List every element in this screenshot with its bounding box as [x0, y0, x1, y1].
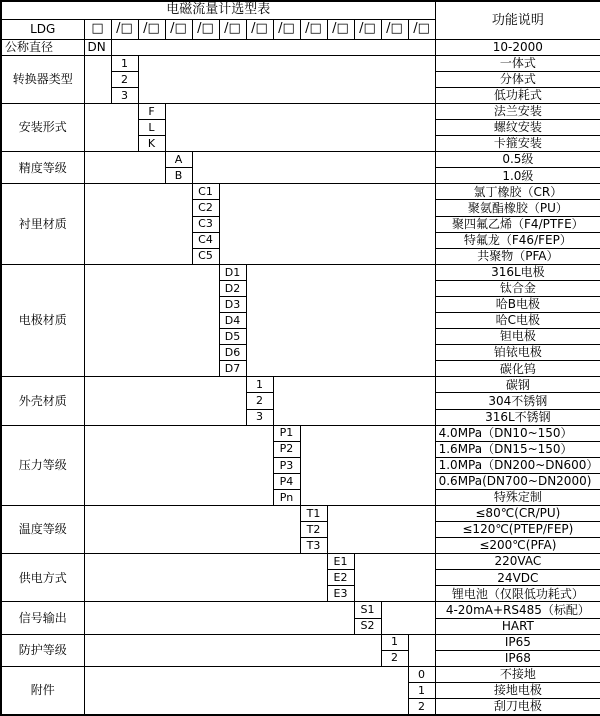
desc-cell: 分体式 [435, 71, 600, 87]
code-cell: C2 [192, 200, 219, 216]
category-label: 温度等级 [1, 505, 84, 553]
desc-cell: 聚四氟乙烯（F4/PTFE） [435, 216, 600, 232]
model-box: □ [84, 19, 111, 39]
code-cell: 3 [246, 409, 273, 425]
code-cell: P4 [273, 473, 300, 489]
spacer [381, 602, 435, 634]
code-cell: D1 [219, 264, 246, 280]
code-cell: C1 [192, 184, 219, 200]
code-cell: 1 [408, 682, 435, 698]
category-label: 公称直径 [1, 39, 84, 55]
desc-cell: 一体式 [435, 55, 600, 71]
desc-cell: 0.6MPa(DN700~DN2000) [435, 473, 600, 489]
desc-cell: 哈B电极 [435, 296, 600, 312]
model-slot: /□ [300, 19, 327, 39]
desc-cell: 锂电池（仅限低功耗式） [435, 586, 600, 602]
desc-cell: 特氟龙（F46/FEP） [435, 232, 600, 248]
code-cell: K [138, 136, 165, 152]
model-slot: /□ [408, 19, 435, 39]
code-cell: F [138, 104, 165, 120]
code-cell: 3 [111, 87, 138, 103]
spacer [84, 264, 219, 377]
code-cell: 1 [111, 55, 138, 71]
desc-cell: 0.5级 [435, 152, 600, 168]
desc-cell: 哈C电极 [435, 313, 600, 329]
desc-cell: 刮刀电极 [435, 698, 600, 715]
category-label: 外壳材质 [1, 377, 84, 425]
desc-cell: 220VAC [435, 554, 600, 570]
code-cell: S1 [354, 602, 381, 618]
code-cell: P1 [273, 425, 300, 441]
desc-cell: 氯丁橡胶（CR） [435, 184, 600, 200]
code-cell: 2 [111, 71, 138, 87]
code-cell: D6 [219, 345, 246, 361]
spacer [327, 505, 435, 553]
desc-cell: 不接地 [435, 666, 600, 682]
spacer [246, 264, 435, 377]
code-cell: D3 [219, 296, 246, 312]
code-cell: C3 [192, 216, 219, 232]
desc-cell: 24VDC [435, 570, 600, 586]
desc-cell: 316L不锈钢 [435, 409, 600, 425]
code-cell: C4 [192, 232, 219, 248]
model-slot: /□ [192, 19, 219, 39]
desc-cell: 共聚物（PFA） [435, 248, 600, 264]
desc-cell: 特殊定制 [435, 489, 600, 505]
code-cell: T2 [300, 522, 327, 538]
spacer [84, 602, 354, 634]
category-label: 压力等级 [1, 425, 84, 505]
category-label: 防护等级 [1, 634, 84, 666]
desc-cell: 钽电极 [435, 329, 600, 345]
table-title: 电磁流量计选型表 [1, 1, 435, 19]
desc-cell: 碳化钨 [435, 361, 600, 377]
code-cell: T1 [300, 505, 327, 521]
desc-cell: HART [435, 618, 600, 634]
desc-cell: 铂铱电极 [435, 345, 600, 361]
desc-cell: 低功耗式 [435, 87, 600, 103]
code-cell: P2 [273, 441, 300, 457]
spacer [84, 634, 381, 666]
code-cell: 1 [246, 377, 273, 393]
category-label: 安装形式 [1, 104, 84, 152]
spacer [354, 554, 435, 602]
model-slot: /□ [273, 19, 300, 39]
code-cell: 0 [408, 666, 435, 682]
spacer [84, 666, 408, 715]
spacer [84, 184, 192, 264]
code-cell: B [165, 168, 192, 184]
spacer [138, 55, 435, 103]
desc-cell: ≤80℃(CR/PU) [435, 505, 600, 521]
model-slot: /□ [165, 19, 192, 39]
code-cell: 2 [381, 650, 408, 666]
spacer [111, 39, 435, 55]
code-cell: D4 [219, 313, 246, 329]
desc-cell: 1.0MPa（DN200~DN600） [435, 457, 600, 473]
desc-cell: 碳钢 [435, 377, 600, 393]
desc-cell: 1.0级 [435, 168, 600, 184]
desc-cell: IP68 [435, 650, 600, 666]
desc-cell: 接地电极 [435, 682, 600, 698]
desc-cell: 4.0MPa（DN10~150） [435, 425, 600, 441]
spacer [192, 152, 435, 184]
code-cell: A [165, 152, 192, 168]
code-cell: T3 [300, 538, 327, 554]
desc-cell: 卡箍安装 [435, 136, 600, 152]
code-cell: Pn [273, 489, 300, 505]
spacer [84, 377, 246, 425]
code-cell: S2 [354, 618, 381, 634]
desc-cell: 螺纹安装 [435, 120, 600, 136]
function-header: 功能说明 [435, 1, 600, 39]
category-label: 转换器类型 [1, 55, 84, 103]
spacer [84, 425, 273, 505]
desc-cell: 钛合金 [435, 280, 600, 296]
desc-cell: 316L电极 [435, 264, 600, 280]
category-label: 衬里材质 [1, 184, 84, 264]
code-cell: 2 [246, 393, 273, 409]
spacer [165, 104, 435, 152]
code-cell: E3 [327, 586, 354, 602]
model-slot: /□ [219, 19, 246, 39]
code-cell: 2 [408, 698, 435, 715]
code-cell: C5 [192, 248, 219, 264]
model-slot: /□ [354, 19, 381, 39]
code-cell: D2 [219, 280, 246, 296]
desc-cell: 10-2000 [435, 39, 600, 55]
spacer [300, 425, 435, 505]
desc-cell: 304不锈钢 [435, 393, 600, 409]
category-label: 附件 [1, 666, 84, 715]
desc-cell: ≤200℃(PFA) [435, 538, 600, 554]
code-cell: L [138, 120, 165, 136]
spacer [84, 55, 111, 103]
model-prefix: LDG [1, 19, 84, 39]
code-cell: E2 [327, 570, 354, 586]
code-cell: D5 [219, 329, 246, 345]
model-slot: /□ [111, 19, 138, 39]
spacer [84, 152, 165, 184]
desc-cell: 4-20mA+RS485（标配） [435, 602, 600, 618]
desc-cell: ≤120℃(PTEP/FEP) [435, 522, 600, 538]
model-slot: /□ [327, 19, 354, 39]
desc-cell: 法兰安装 [435, 104, 600, 120]
code-cell: P3 [273, 457, 300, 473]
category-label: 电极材质 [1, 264, 84, 377]
model-slot: /□ [138, 19, 165, 39]
category-label: 精度等级 [1, 152, 84, 184]
model-slot: /□ [381, 19, 408, 39]
code-cell: E1 [327, 554, 354, 570]
code-cell: DN [84, 39, 111, 55]
spacer [84, 554, 327, 602]
desc-cell: 1.6MPa（DN15~150） [435, 441, 600, 457]
category-label: 供电方式 [1, 554, 84, 602]
model-slot: /□ [246, 19, 273, 39]
code-cell: D7 [219, 361, 246, 377]
spacer [84, 104, 138, 152]
spacer [408, 634, 435, 666]
code-cell: 1 [381, 634, 408, 650]
spacer [84, 505, 300, 553]
spacer [219, 184, 435, 264]
category-label: 信号输出 [1, 602, 84, 634]
desc-cell: 聚氨酯橡胶（PU） [435, 200, 600, 216]
desc-cell: IP65 [435, 634, 600, 650]
spacer [273, 377, 435, 425]
